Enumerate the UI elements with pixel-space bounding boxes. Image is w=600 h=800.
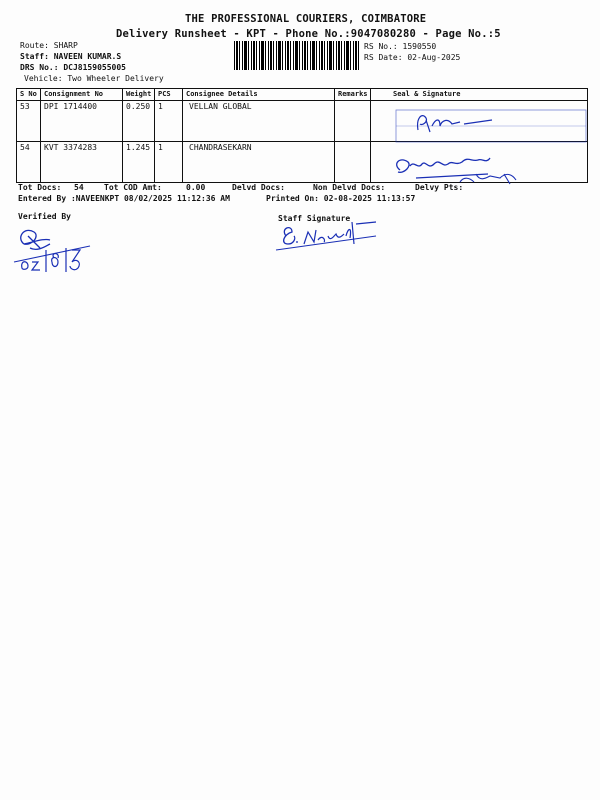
consignee-signature bbox=[390, 152, 540, 188]
cell-consignment: DPI 1714400 bbox=[41, 101, 123, 142]
cell-sno: 53 bbox=[17, 101, 41, 142]
rs-number: RS No.: 1590550 bbox=[364, 42, 437, 51]
delvd-docs-label: Delvd Docs: bbox=[232, 183, 285, 192]
header-remarks: Remarks bbox=[335, 89, 371, 101]
staff-signature-label: Staff Signature bbox=[278, 214, 351, 223]
cell-weight: 1.245 bbox=[123, 142, 155, 183]
cell-pcs: 1 bbox=[155, 101, 183, 142]
route-label: Route: SHARP bbox=[20, 41, 78, 50]
delvy-pts-label: Delvy Pts: bbox=[415, 183, 464, 192]
verifier-signature bbox=[10, 222, 100, 272]
cell-pcs: 1 bbox=[155, 142, 183, 183]
delivery-stamp-signature bbox=[382, 104, 592, 148]
non-delvd-docs-label: Non Delvd Docs: bbox=[313, 183, 386, 192]
runsheet-title: Delivery Runsheet - KPT - Phone No.:9047080280 - Page No.:5 bbox=[116, 28, 501, 40]
cell-remarks bbox=[335, 101, 371, 142]
table-header-row bbox=[17, 89, 588, 101]
cell-sno: 54 bbox=[17, 142, 41, 183]
rs-date: RS Date: 02-Aug-2025 bbox=[364, 53, 461, 62]
staff-signature bbox=[272, 214, 392, 254]
tot-docs-label: Tot Docs: bbox=[18, 183, 62, 192]
barcode bbox=[234, 41, 360, 70]
cell-consignee: VELLAN GLOBAL bbox=[183, 101, 335, 142]
cell-remarks bbox=[335, 142, 371, 183]
header-pcs: PCS bbox=[155, 89, 183, 101]
printed-on: Printed On: 02-08-2025 11:13:57 bbox=[266, 194, 416, 203]
vehicle-label: Vehicle: Two Wheeler Delivery bbox=[24, 74, 164, 83]
tot-cod-value: 0.00 bbox=[186, 183, 206, 192]
staff-label: Staff: NAVEEN KUMAR.S bbox=[20, 52, 122, 61]
cell-weight: 0.250 bbox=[123, 101, 155, 142]
header-consignee: Consignee Details bbox=[183, 89, 335, 101]
verified-by-label: Verified By bbox=[18, 212, 71, 221]
company-title: THE PROFESSIONAL COURIERS, COIMBATORE bbox=[185, 13, 427, 25]
tot-cod-label: Tot COD Amt: bbox=[104, 183, 162, 192]
tot-docs-value: 54 bbox=[74, 183, 84, 192]
cell-consignee: CHANDRASEKARN bbox=[183, 142, 335, 183]
header-consignment: Consignment No bbox=[41, 89, 123, 101]
drs-number: DRS No.: DCJ8159055005 bbox=[20, 63, 126, 72]
cell-consignment: KVT 3374283 bbox=[41, 142, 123, 183]
header-seal-signature: Seal & Signature bbox=[371, 89, 588, 101]
entered-by: Entered By :NAVEENKPT 08/02/2025 11:12:36 AM bbox=[18, 194, 230, 203]
header-sno: S No bbox=[17, 89, 41, 101]
header-weight: Weight bbox=[123, 89, 155, 101]
